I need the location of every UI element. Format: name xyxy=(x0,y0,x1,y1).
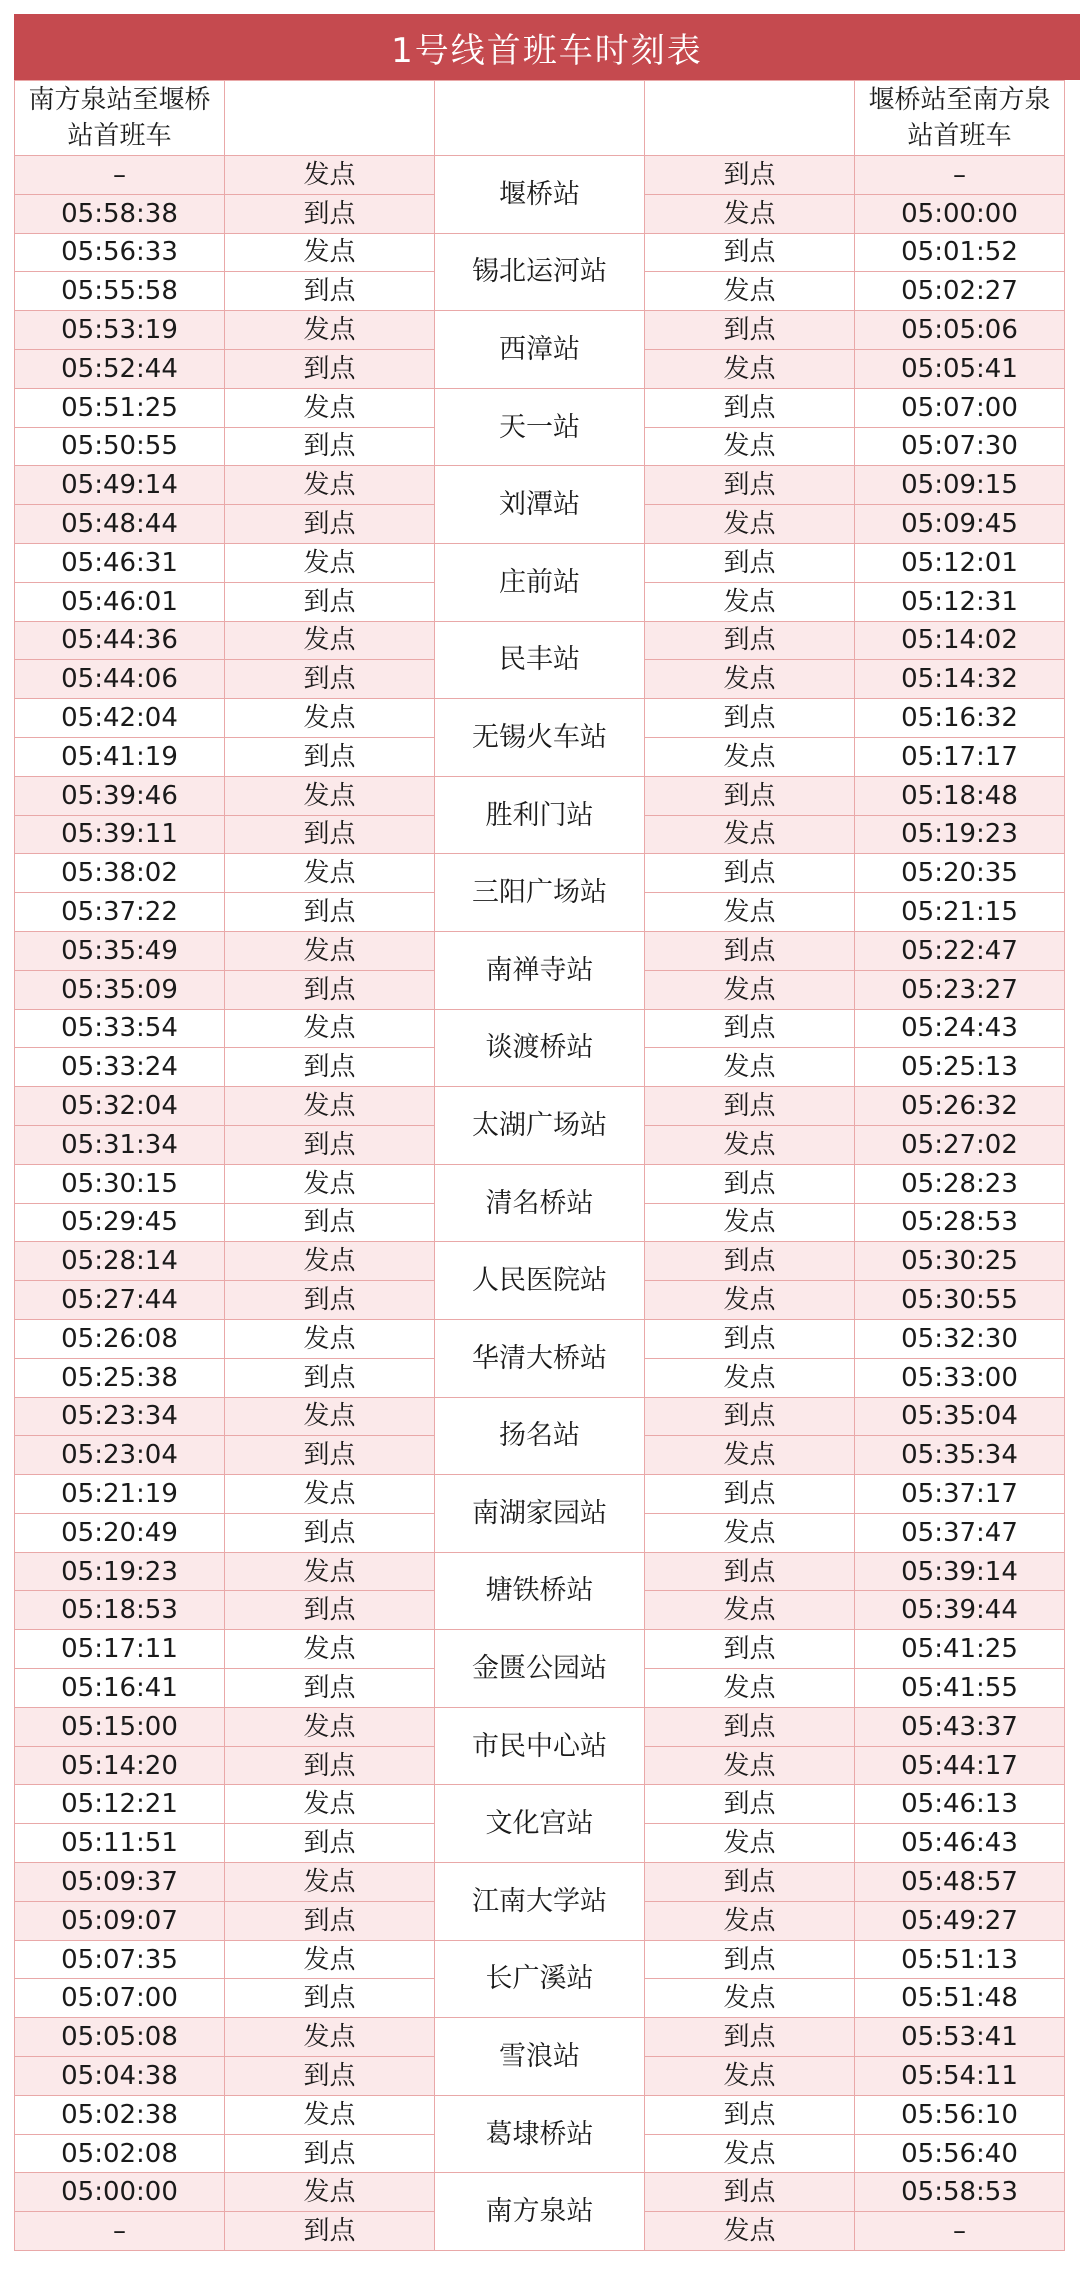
station-name-cell: 南禅寺站 xyxy=(435,931,645,1009)
right-type-cell: 发点 xyxy=(645,1746,855,1785)
table-row xyxy=(15,1475,1065,1514)
left-type-cell: 发点 xyxy=(225,466,435,505)
right-time-cell: 05:19:23 xyxy=(855,815,1065,854)
left-time-cell: 05:56:33 xyxy=(15,233,225,272)
left-time-cell: 05:31:34 xyxy=(15,1125,225,1164)
left-type-cell: 到点 xyxy=(225,1669,435,1708)
right-time-cell: 05:32:30 xyxy=(855,1319,1065,1358)
right-time-cell: – xyxy=(855,2212,1065,2251)
right-time-cell: 05:05:41 xyxy=(855,349,1065,388)
right-type-cell: 到点 xyxy=(645,543,855,582)
left-time-cell: 05:53:19 xyxy=(15,311,225,350)
table-row xyxy=(15,931,1065,970)
left-time-cell: 05:28:14 xyxy=(15,1242,225,1281)
left-time-cell: 05:55:58 xyxy=(15,272,225,311)
left-type-cell: 发点 xyxy=(225,1630,435,1669)
right-type-cell: 发点 xyxy=(645,194,855,233)
right-time-cell: 05:21:15 xyxy=(855,893,1065,932)
right-time-cell: 05:17:17 xyxy=(855,737,1065,776)
left-type-cell: 到点 xyxy=(225,1901,435,1940)
table-row xyxy=(15,388,1065,427)
header-left-direction: 南方泉站至堰桥站首班车 xyxy=(15,81,225,156)
left-type-cell: 发点 xyxy=(225,2018,435,2057)
left-time-cell: 05:07:00 xyxy=(15,1979,225,2018)
left-time-cell: 05:19:23 xyxy=(15,1552,225,1591)
table-row xyxy=(15,1087,1065,1126)
left-time-cell: 05:18:53 xyxy=(15,1591,225,1630)
left-time-cell: 05:20:49 xyxy=(15,1513,225,1552)
left-time-cell: 05:05:08 xyxy=(15,2018,225,2057)
right-time-cell: 05:20:35 xyxy=(855,854,1065,893)
right-type-cell: 到点 xyxy=(645,1475,855,1514)
left-type-cell: 到点 xyxy=(225,194,435,233)
station-name-cell: 谈渡桥站 xyxy=(435,1009,645,1087)
right-type-cell: 发点 xyxy=(645,893,855,932)
station-name-cell: 南方泉站 xyxy=(435,2173,645,2251)
station-name-cell: 文化宫站 xyxy=(435,1785,645,1863)
right-type-cell: 到点 xyxy=(645,1940,855,1979)
left-type-cell: 发点 xyxy=(225,1785,435,1824)
right-time-cell: 05:26:32 xyxy=(855,1087,1065,1126)
left-time-cell: 05:12:21 xyxy=(15,1785,225,1824)
left-time-cell: – xyxy=(15,2212,225,2251)
left-type-cell: 到点 xyxy=(225,1048,435,1087)
right-type-cell: 发点 xyxy=(645,2057,855,2096)
right-type-cell: 到点 xyxy=(645,1863,855,1902)
station-name-cell: 庄前站 xyxy=(435,543,645,621)
right-type-cell: 到点 xyxy=(645,1087,855,1126)
right-type-cell: 到点 xyxy=(645,1785,855,1824)
left-type-cell: 发点 xyxy=(225,233,435,272)
header-right-direction: 堰桥站至南方泉站首班车 xyxy=(855,81,1065,156)
right-type-cell: 发点 xyxy=(645,1824,855,1863)
station-name-cell: 扬名站 xyxy=(435,1397,645,1475)
timetable xyxy=(14,80,1065,2251)
left-type-cell: 发点 xyxy=(225,1164,435,1203)
left-type-cell: 到点 xyxy=(225,1203,435,1242)
right-type-cell: 发点 xyxy=(645,1281,855,1320)
left-type-cell: 发点 xyxy=(225,699,435,738)
table-row xyxy=(15,1397,1065,1436)
table-row xyxy=(15,543,1065,582)
left-time-cell: 05:23:04 xyxy=(15,1436,225,1475)
right-type-cell: 到点 xyxy=(645,2018,855,2057)
right-type-cell: 发点 xyxy=(645,505,855,544)
right-type-cell: 发点 xyxy=(645,1203,855,1242)
right-time-cell: 05:25:13 xyxy=(855,1048,1065,1087)
right-time-cell: 05:00:00 xyxy=(855,194,1065,233)
timetable-sheet xyxy=(14,14,1080,2251)
left-time-cell: 05:38:02 xyxy=(15,854,225,893)
station-name-cell: 长广溪站 xyxy=(435,1940,645,2018)
right-time-cell: 05:12:31 xyxy=(855,582,1065,621)
left-time-cell: 05:02:38 xyxy=(15,2095,225,2134)
left-time-cell: 05:42:04 xyxy=(15,699,225,738)
right-time-cell: 05:05:06 xyxy=(855,311,1065,350)
right-time-cell: 05:37:47 xyxy=(855,1513,1065,1552)
table-row xyxy=(15,1707,1065,1746)
station-name-cell: 太湖广场站 xyxy=(435,1087,645,1165)
right-time-cell: 05:56:10 xyxy=(855,2095,1065,2134)
header-blank xyxy=(225,81,435,156)
table-row xyxy=(15,233,1065,272)
right-type-cell: 到点 xyxy=(645,156,855,195)
right-time-cell: 05:35:04 xyxy=(855,1397,1065,1436)
left-time-cell: 05:27:44 xyxy=(15,1281,225,1320)
left-type-cell: 发点 xyxy=(225,1863,435,1902)
right-type-cell: 发点 xyxy=(645,272,855,311)
right-type-cell: 发点 xyxy=(645,2134,855,2173)
table-row xyxy=(15,2018,1065,2057)
table-row xyxy=(15,1242,1065,1281)
table-row xyxy=(15,776,1065,815)
station-name-cell: 江南大学站 xyxy=(435,1863,645,1941)
right-type-cell: 到点 xyxy=(645,776,855,815)
right-type-cell: 发点 xyxy=(645,1979,855,2018)
left-time-cell: 05:21:19 xyxy=(15,1475,225,1514)
left-type-cell: 到点 xyxy=(225,815,435,854)
left-time-cell: 05:26:08 xyxy=(15,1319,225,1358)
right-time-cell: 05:22:47 xyxy=(855,931,1065,970)
right-time-cell: 05:43:37 xyxy=(855,1707,1065,1746)
right-time-cell: 05:51:48 xyxy=(855,1979,1065,2018)
right-type-cell: 发点 xyxy=(645,1358,855,1397)
left-time-cell: 05:25:38 xyxy=(15,1358,225,1397)
left-time-cell: 05:41:19 xyxy=(15,737,225,776)
left-time-cell: 05:39:11 xyxy=(15,815,225,854)
left-time-cell: 05:46:01 xyxy=(15,582,225,621)
left-type-cell: 到点 xyxy=(225,970,435,1009)
right-time-cell: 05:24:43 xyxy=(855,1009,1065,1048)
station-name-cell: 天一站 xyxy=(435,388,645,466)
left-type-cell: 发点 xyxy=(225,156,435,195)
table-row xyxy=(15,699,1065,738)
station-name-cell: 葛埭桥站 xyxy=(435,2095,645,2173)
header-row xyxy=(15,81,1065,156)
left-time-cell: 05:39:46 xyxy=(15,776,225,815)
right-type-cell: 发点 xyxy=(645,582,855,621)
right-type-cell: 到点 xyxy=(645,931,855,970)
station-name-cell: 民丰站 xyxy=(435,621,645,699)
right-type-cell: 到点 xyxy=(645,311,855,350)
left-type-cell: 发点 xyxy=(225,1397,435,1436)
table-row xyxy=(15,854,1065,893)
header-blank xyxy=(435,81,645,156)
left-type-cell: 发点 xyxy=(225,1940,435,1979)
right-type-cell: 发点 xyxy=(645,815,855,854)
right-type-cell: 到点 xyxy=(645,1319,855,1358)
left-type-cell: 到点 xyxy=(225,1513,435,1552)
right-type-cell: 发点 xyxy=(645,1513,855,1552)
right-time-cell: 05:07:30 xyxy=(855,427,1065,466)
right-time-cell: – xyxy=(855,156,1065,195)
left-time-cell: 05:32:04 xyxy=(15,1087,225,1126)
right-time-cell: 05:51:13 xyxy=(855,1940,1065,1979)
station-name-cell: 人民医院站 xyxy=(435,1242,645,1320)
left-time-cell: 05:09:07 xyxy=(15,1901,225,1940)
station-name-cell: 南湖家园站 xyxy=(435,1475,645,1553)
right-time-cell: 05:09:45 xyxy=(855,505,1065,544)
table-row xyxy=(15,1552,1065,1591)
right-type-cell: 发点 xyxy=(645,427,855,466)
right-time-cell: 05:58:53 xyxy=(855,2173,1065,2212)
left-type-cell: 到点 xyxy=(225,427,435,466)
left-time-cell: 05:51:25 xyxy=(15,388,225,427)
left-type-cell: 到点 xyxy=(225,349,435,388)
left-time-cell: – xyxy=(15,156,225,195)
right-time-cell: 05:33:00 xyxy=(855,1358,1065,1397)
table-row xyxy=(15,2173,1065,2212)
station-name-cell: 雪浪站 xyxy=(435,2018,645,2096)
left-type-cell: 发点 xyxy=(225,1319,435,1358)
right-type-cell: 到点 xyxy=(645,2173,855,2212)
right-time-cell: 05:46:43 xyxy=(855,1824,1065,1863)
left-type-cell: 发点 xyxy=(225,776,435,815)
table-row xyxy=(15,1319,1065,1358)
left-time-cell: 05:33:24 xyxy=(15,1048,225,1087)
left-type-cell: 发点 xyxy=(225,311,435,350)
right-type-cell: 到点 xyxy=(645,1009,855,1048)
right-time-cell: 05:14:02 xyxy=(855,621,1065,660)
station-name-cell: 三阳广场站 xyxy=(435,854,645,932)
left-time-cell: 05:48:44 xyxy=(15,505,225,544)
table-row xyxy=(15,311,1065,350)
right-time-cell: 05:46:13 xyxy=(855,1785,1065,1824)
right-type-cell: 发点 xyxy=(645,970,855,1009)
right-time-cell: 05:18:48 xyxy=(855,776,1065,815)
left-type-cell: 到点 xyxy=(225,505,435,544)
right-time-cell: 05:09:15 xyxy=(855,466,1065,505)
left-type-cell: 发点 xyxy=(225,854,435,893)
left-time-cell: 05:04:38 xyxy=(15,2057,225,2096)
header-blank xyxy=(645,81,855,156)
table-row xyxy=(15,466,1065,505)
left-type-cell: 发点 xyxy=(225,543,435,582)
left-type-cell: 到点 xyxy=(225,1824,435,1863)
left-time-cell: 05:30:15 xyxy=(15,1164,225,1203)
right-type-cell: 到点 xyxy=(645,2095,855,2134)
right-time-cell: 05:39:14 xyxy=(855,1552,1065,1591)
left-time-cell: 05:11:51 xyxy=(15,1824,225,1863)
right-type-cell: 到点 xyxy=(645,1630,855,1669)
left-type-cell: 发点 xyxy=(225,388,435,427)
left-type-cell: 到点 xyxy=(225,1746,435,1785)
right-time-cell: 05:54:11 xyxy=(855,2057,1065,2096)
right-time-cell: 05:39:44 xyxy=(855,1591,1065,1630)
left-time-cell: 05:49:14 xyxy=(15,466,225,505)
left-type-cell: 发点 xyxy=(225,1087,435,1126)
left-type-cell: 发点 xyxy=(225,1475,435,1514)
table-row xyxy=(15,1863,1065,1902)
left-type-cell: 到点 xyxy=(225,1591,435,1630)
timetable-title: 1号线首班车时刻表 xyxy=(14,14,1080,80)
right-type-cell: 发点 xyxy=(645,737,855,776)
right-type-cell: 到点 xyxy=(645,1164,855,1203)
left-time-cell: 05:46:31 xyxy=(15,543,225,582)
left-time-cell: 05:02:08 xyxy=(15,2134,225,2173)
right-time-cell: 05:30:55 xyxy=(855,1281,1065,1320)
left-type-cell: 发点 xyxy=(225,621,435,660)
left-type-cell: 到点 xyxy=(225,1281,435,1320)
left-type-cell: 发点 xyxy=(225,1707,435,1746)
left-time-cell: 05:15:00 xyxy=(15,1707,225,1746)
station-name-cell: 无锡火车站 xyxy=(435,699,645,777)
left-type-cell: 发点 xyxy=(225,2095,435,2134)
right-type-cell: 发点 xyxy=(645,1591,855,1630)
left-type-cell: 到点 xyxy=(225,272,435,311)
right-time-cell: 05:23:27 xyxy=(855,970,1065,1009)
left-type-cell: 到点 xyxy=(225,1436,435,1475)
left-type-cell: 发点 xyxy=(225,931,435,970)
station-name-cell: 华清大桥站 xyxy=(435,1319,645,1397)
right-type-cell: 到点 xyxy=(645,1707,855,1746)
left-time-cell: 05:00:00 xyxy=(15,2173,225,2212)
right-type-cell: 到点 xyxy=(645,466,855,505)
right-type-cell: 发点 xyxy=(645,349,855,388)
right-time-cell: 05:41:55 xyxy=(855,1669,1065,1708)
table-row xyxy=(15,2095,1065,2134)
right-type-cell: 发点 xyxy=(645,1436,855,1475)
left-time-cell: 05:52:44 xyxy=(15,349,225,388)
right-time-cell: 05:07:00 xyxy=(855,388,1065,427)
left-time-cell: 05:16:41 xyxy=(15,1669,225,1708)
right-time-cell: 05:56:40 xyxy=(855,2134,1065,2173)
right-type-cell: 发点 xyxy=(645,1901,855,1940)
right-time-cell: 05:53:41 xyxy=(855,2018,1065,2057)
right-type-cell: 到点 xyxy=(645,854,855,893)
right-time-cell: 05:48:57 xyxy=(855,1863,1065,1902)
right-time-cell: 05:01:52 xyxy=(855,233,1065,272)
right-time-cell: 05:16:32 xyxy=(855,699,1065,738)
timetable-body xyxy=(15,81,1065,2251)
right-time-cell: 05:28:53 xyxy=(855,1203,1065,1242)
left-time-cell: 05:23:34 xyxy=(15,1397,225,1436)
right-time-cell: 05:02:27 xyxy=(855,272,1065,311)
left-type-cell: 到点 xyxy=(225,660,435,699)
right-type-cell: 到点 xyxy=(645,1397,855,1436)
right-type-cell: 发点 xyxy=(645,2212,855,2251)
left-type-cell: 到点 xyxy=(225,893,435,932)
station-name-cell: 胜利门站 xyxy=(435,776,645,854)
right-type-cell: 发点 xyxy=(645,660,855,699)
station-name-cell: 刘潭站 xyxy=(435,466,645,544)
table-row xyxy=(15,1164,1065,1203)
right-type-cell: 到点 xyxy=(645,1552,855,1591)
left-time-cell: 05:09:37 xyxy=(15,1863,225,1902)
left-time-cell: 05:37:22 xyxy=(15,893,225,932)
left-time-cell: 05:58:38 xyxy=(15,194,225,233)
left-time-cell: 05:14:20 xyxy=(15,1746,225,1785)
right-type-cell: 发点 xyxy=(645,1048,855,1087)
left-type-cell: 发点 xyxy=(225,1242,435,1281)
right-time-cell: 05:49:27 xyxy=(855,1901,1065,1940)
left-type-cell: 到点 xyxy=(225,1125,435,1164)
left-type-cell: 到点 xyxy=(225,2212,435,2251)
station-name-cell: 锡北运河站 xyxy=(435,233,645,311)
left-type-cell: 到点 xyxy=(225,737,435,776)
table-row xyxy=(15,621,1065,660)
left-time-cell: 05:35:49 xyxy=(15,931,225,970)
left-time-cell: 05:07:35 xyxy=(15,1940,225,1979)
left-type-cell: 发点 xyxy=(225,1009,435,1048)
right-time-cell: 05:37:17 xyxy=(855,1475,1065,1514)
station-name-cell: 西漳站 xyxy=(435,311,645,389)
right-type-cell: 发点 xyxy=(645,1125,855,1164)
right-type-cell: 到点 xyxy=(645,233,855,272)
right-type-cell: 到点 xyxy=(645,388,855,427)
right-time-cell: 05:35:34 xyxy=(855,1436,1065,1475)
table-row xyxy=(15,156,1065,195)
station-name-cell: 清名桥站 xyxy=(435,1164,645,1242)
left-type-cell: 发点 xyxy=(225,2173,435,2212)
right-time-cell: 05:44:17 xyxy=(855,1746,1065,1785)
right-time-cell: 05:14:32 xyxy=(855,660,1065,699)
left-type-cell: 到点 xyxy=(225,582,435,621)
right-type-cell: 到点 xyxy=(645,621,855,660)
left-type-cell: 发点 xyxy=(225,1552,435,1591)
left-time-cell: 05:33:54 xyxy=(15,1009,225,1048)
right-type-cell: 到点 xyxy=(645,1242,855,1281)
left-time-cell: 05:50:55 xyxy=(15,427,225,466)
table-row xyxy=(15,1009,1065,1048)
station-name-cell: 市民中心站 xyxy=(435,1707,645,1785)
right-time-cell: 05:28:23 xyxy=(855,1164,1065,1203)
station-name-cell: 塘铁桥站 xyxy=(435,1552,645,1630)
right-time-cell: 05:30:25 xyxy=(855,1242,1065,1281)
right-type-cell: 发点 xyxy=(645,1669,855,1708)
right-time-cell: 05:41:25 xyxy=(855,1630,1065,1669)
table-row xyxy=(15,1940,1065,1979)
left-time-cell: 05:35:09 xyxy=(15,970,225,1009)
right-time-cell: 05:12:01 xyxy=(855,543,1065,582)
left-type-cell: 到点 xyxy=(225,1358,435,1397)
left-time-cell: 05:29:45 xyxy=(15,1203,225,1242)
left-type-cell: 到点 xyxy=(225,2057,435,2096)
left-time-cell: 05:44:06 xyxy=(15,660,225,699)
left-type-cell: 到点 xyxy=(225,1979,435,2018)
left-time-cell: 05:17:11 xyxy=(15,1630,225,1669)
right-type-cell: 到点 xyxy=(645,699,855,738)
station-name-cell: 金匮公园站 xyxy=(435,1630,645,1708)
left-type-cell: 到点 xyxy=(225,2134,435,2173)
station-name-cell: 堰桥站 xyxy=(435,156,645,234)
left-time-cell: 05:44:36 xyxy=(15,621,225,660)
table-row xyxy=(15,1785,1065,1824)
right-time-cell: 05:27:02 xyxy=(855,1125,1065,1164)
table-row xyxy=(15,1630,1065,1669)
